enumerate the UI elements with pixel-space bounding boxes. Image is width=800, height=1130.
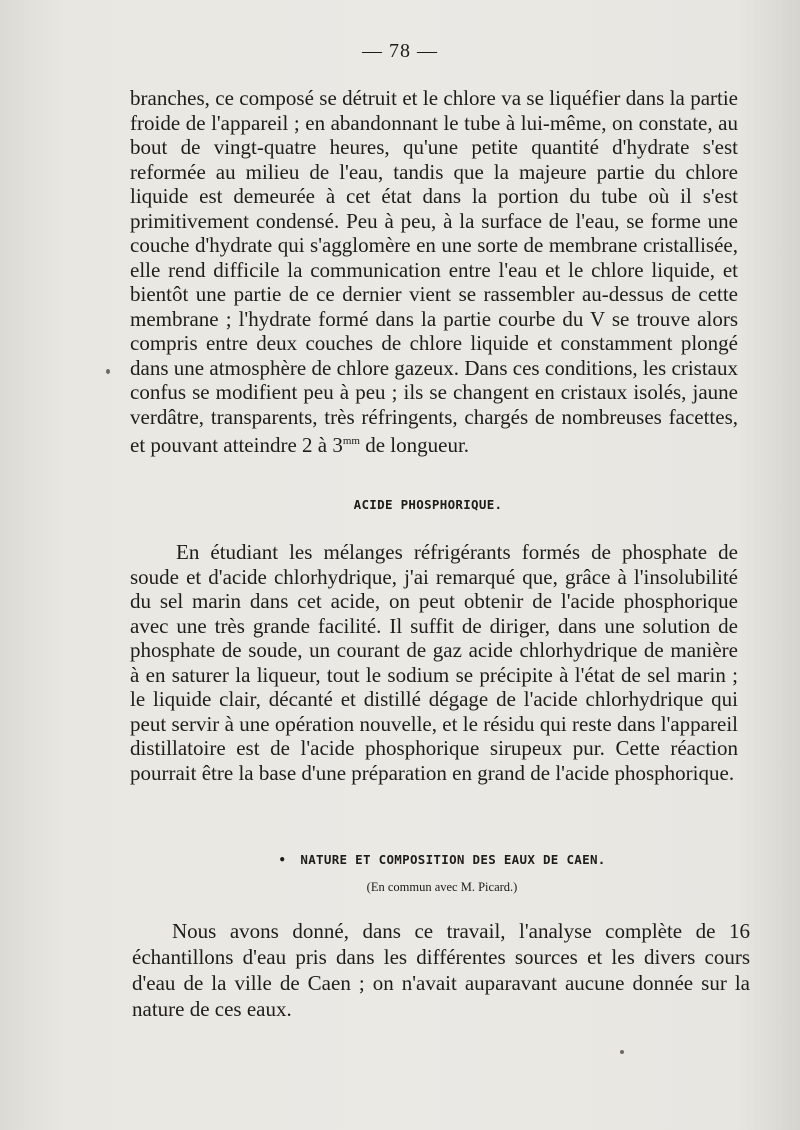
section-subheading: (En commun avec M. Picard.)	[366, 880, 518, 894]
page-number: — 78 —	[362, 40, 438, 62]
paragraph-chlorine-hydrate	[130, 86, 738, 458]
unit-superscript: mm	[342, 435, 360, 447]
paragraph-eaux-de-caen: Nous avons donné, dans ce travail, l'analyse complète de 16 échantillons d'eau pris dans les différentes sources et les divers cours d'eau de la ville de Caen ; on n'avait auparavant aucune donnée sur la nature de ces eaux.	[132, 919, 750, 1021]
section-heading-acide-phosphorique: ACIDE PHOSPHORIQUE.	[353, 497, 503, 512]
bullet-icon: •	[278, 853, 287, 867]
ink-speck	[106, 369, 110, 374]
section-heading-eaux-de-caen	[42, 852, 800, 867]
section-heading-text: NATURE ET COMPOSITION DES EAUX DE CAEN.	[300, 852, 606, 867]
paragraph-1-text: branches, ce composé se détruit et le chlore va se liquéfier dans la partie froide de l'appareil ; en abandonnant le tube à lui-même, on constate, au bout de vingt-quatre heures, qu'une petite quantité d'hydrate s'est reformée au milieu de l'eau, tandis que la majeure partie du chlore liquide est demeurée à cet état dans la portion du tube où il s'est primitivement condensé. Peu à peu, à la surface de l'eau, se forme une couche d'hydrate qui s'agglomère en une sorte de membrane cristallisée, elle rend difficile la communication entre l'eau et le chlore liquide, et bientôt une partie de ce dernier vient se rassembler au-dessus de cette membrane ; l'hydrate formé dans la partie courbe du V se trouve alors compris entre deux couches de chlore liquide et constamment plongé dans une atmosphère de chlore gazeux. Dans ces conditions, les cristaux confus se modifient peu à peu ; ils se changent en cristaux isolés, jaune verdâtre, transparents, très réfringents, chargés de nombreuses facettes, et pouvant atteindre 2 à 3	[130, 86, 738, 457]
paragraph-1-end: de longueur.	[359, 433, 470, 457]
ink-speck	[620, 1050, 624, 1054]
paragraph-acide-phosphorique: En étudiant les mélanges réfrigérants formés de phosphate de soude et d'acide chlorhydrique, j'ai remarqué que, grâce à l'insolubilité du sel marin dans cet acide, on peut obtenir de l'acide phosphorique avec une très grande facilité. Il suffit de diriger, dans une solution de phosphate de soude, un courant de gaz acide chlorhydrique de manière à en saturer la liqueur, tout le sodium se précipite à l'état de sel marin ; le liquide clair, décanté et distillé dégage de l'acide chlorhydrique qui peut servir à une opération nouvelle, et le résidu qui reste dans l'appareil distillatoire est de l'acide phosphorique sirupeux pur. Cette réaction pourrait être la base d'une préparation en grand de l'acide phosphorique.	[130, 540, 738, 785]
